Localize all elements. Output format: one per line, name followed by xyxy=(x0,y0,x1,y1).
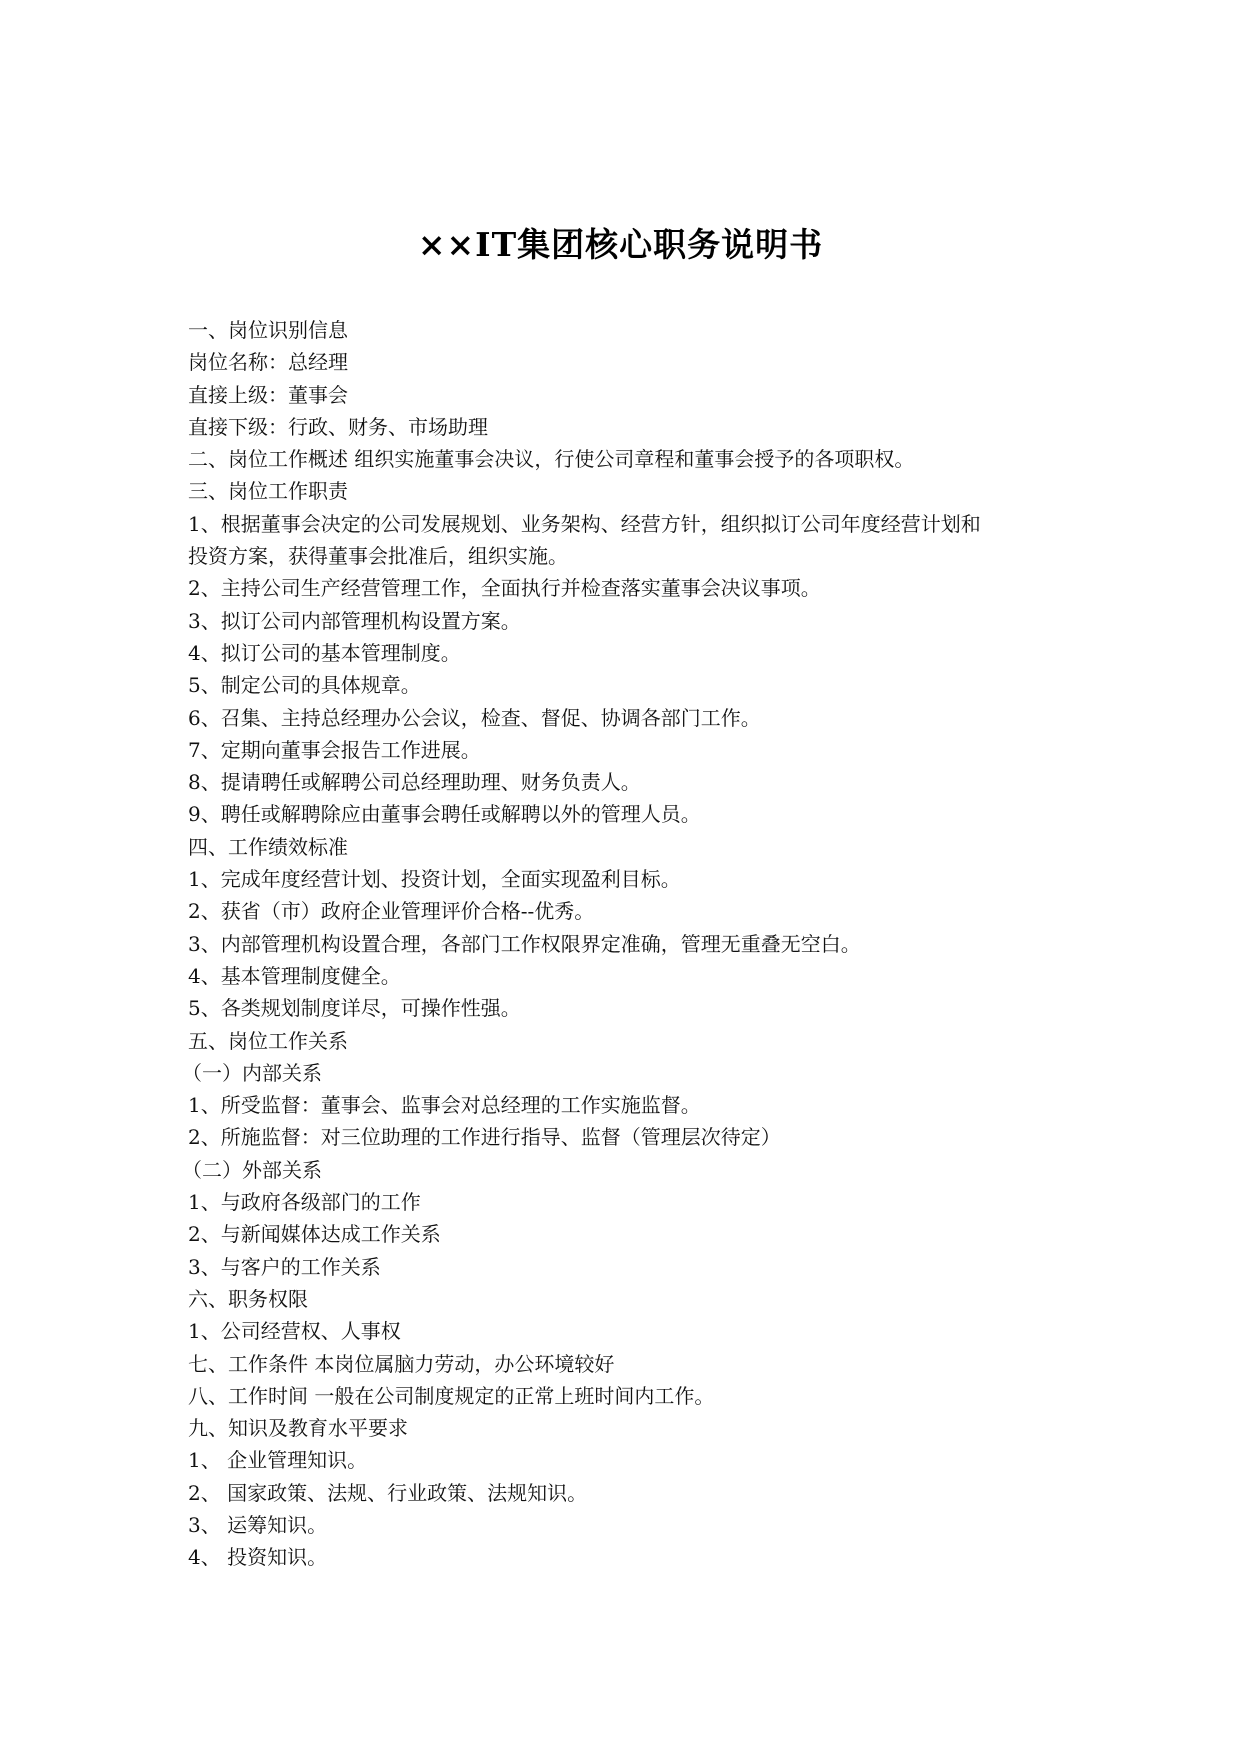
subsection-heading: （一）内部关系 xyxy=(182,1060,322,1085)
paragraph-line: 2、与新闻媒体达成工作关系 xyxy=(188,1222,441,1247)
document-body xyxy=(182,314,1058,1574)
paragraph-line: 直接上级：董事会 xyxy=(188,382,348,407)
paragraph-line: 9、聘任或解聘除应由董事会聘任或解聘以外的管理人员。 xyxy=(188,802,701,827)
paragraph-line: 1、完成年度经营计划、投资计划，全面实现盈利目标。 xyxy=(188,867,681,892)
document-title: ××IT集团核心职务说明书 xyxy=(417,225,824,264)
paragraph-line: 4、 投资知识。 xyxy=(188,1545,328,1570)
paragraph-line: 1、与政府各级部门的工作 xyxy=(188,1190,421,1215)
section-heading: 五、岗位工作关系 xyxy=(188,1028,348,1053)
section-heading: 四、工作绩效标准 xyxy=(188,834,348,859)
paragraph-line: 4、拟订公司的基本管理制度。 xyxy=(188,640,461,665)
paragraph-line: 1、所受监督：董事会、监事会对总经理的工作实施监督。 xyxy=(188,1093,701,1118)
paragraph-line: 1、根据董事会决定的公司发展规划、业务架构、经营方针，组织拟订公司年度经营计划和 xyxy=(188,511,981,536)
paragraph-line: 2、所施监督：对三位助理的工作进行指导、监督（管理层次待定） xyxy=(188,1125,781,1150)
paragraph-line: 1、公司经营权、人事权 xyxy=(188,1319,401,1344)
paragraph-line: 4、基本管理制度健全。 xyxy=(188,963,401,988)
paragraph-line: 3、内部管理机构设置合理，各部门工作权限界定准确，管理无重叠无空白。 xyxy=(188,931,861,956)
section-heading: 六、职务权限 xyxy=(188,1286,308,1311)
section-heading: 七、工作条件 本岗位属脑力劳动，办公环境较好 xyxy=(188,1351,615,1376)
section-heading: 八、工作时间 一般在公司制度规定的正常上班时间内工作。 xyxy=(188,1383,715,1408)
paragraph-line: 3、拟订公司内部管理机构设置方案。 xyxy=(188,608,521,633)
paragraph-line: 2、主持公司生产经营管理工作，全面执行并检查落实董事会决议事项。 xyxy=(188,576,821,601)
paragraph-line: 7、定期向董事会报告工作进展。 xyxy=(188,737,481,762)
paragraph-line: 5、制定公司的具体规章。 xyxy=(188,673,421,698)
paragraph-line: 3、 运筹知识。 xyxy=(188,1512,328,1537)
section-heading: 三、岗位工作职责 xyxy=(188,479,348,504)
paragraph-line: 5、各类规划制度详尽，可操作性强。 xyxy=(188,996,521,1021)
paragraph-line: 2、获省（市）政府企业管理评价合格--优秀。 xyxy=(188,899,595,924)
paragraph-line: 投资方案，获得董事会批准后，组织实施。 xyxy=(188,544,568,569)
paragraph-line: 6、召集、主持总经理办公会议，检查、督促、协调各部门工作。 xyxy=(188,705,761,730)
section-heading: 九、知识及教育水平要求 xyxy=(188,1416,408,1441)
paragraph-line: 8、提请聘任或解聘公司总经理助理、财务负责人。 xyxy=(188,770,641,795)
paragraph-line: 岗位名称：总经理 xyxy=(188,350,348,375)
paragraph-line: 3、与客户的工作关系 xyxy=(188,1254,381,1279)
subsection-heading: （二）外部关系 xyxy=(182,1157,322,1182)
paragraph-line: 2、 国家政策、法规、行业政策、法规知识。 xyxy=(188,1480,588,1505)
section-heading: 一、岗位识别信息 xyxy=(188,318,348,342)
paragraph-line: 1、 企业管理知识。 xyxy=(188,1448,368,1473)
section-heading: 二、岗位工作概述 组织实施董事会决议，行使公司章程和董事会授予的各项职权。 xyxy=(188,447,915,472)
paragraph-line: 直接下级：行政、财务、市场助理 xyxy=(188,414,488,439)
